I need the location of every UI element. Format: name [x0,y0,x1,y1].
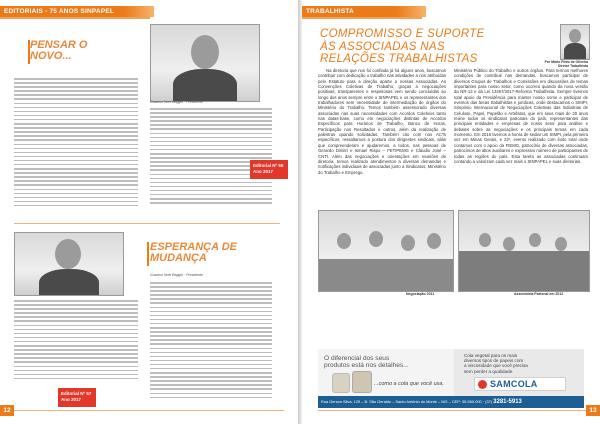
samcola-advertisement [318,349,584,409]
article2-edition-tag [58,388,96,407]
left-page [0,0,298,424]
article1-text-col1 [14,78,138,209]
article1-text-col2 [150,108,272,206]
ad-right-copy [464,353,528,374]
right-bottom-rule [318,410,586,411]
article2-edition-line2: Ano 2017 [61,396,82,402]
article1-title-line1: PENSAR O [30,39,88,51]
left-page-number: 12 [0,405,14,416]
ad-tagline: ...como a cola que você usa. [374,381,445,387]
left-header-bar [0,6,154,17]
article-column-1: Na diretoria que nos foi confiada já há alguns anos, buscamos contribuir com dedicação o trabalho nas atividades a nós atribuídas pelo Estatuto para a direção aparte a nossas Associadas. As Convenções Coletivas de Trabalho, graças a negociações positivas, transparentes e respeitosas vem sendo concluídas ao longo dos anos sempre entre o SINPAPEL e os representantes dos trabalhadores sem necessidade de intermediação de órgãos do Ministério do Trabalho. Temos também assessorado diversas associadas nas suas necessidades com Acordos Coletivos tanto nas datas-base, como em negociações distintas de Acordos Específicos para Horários de Trabalho, Banco de Horas, Participação nos Resultados e outros, além da realização de palestras quando solicitadas. Também cito com nos ACTs específicos, ressaltamos a postura dos dirigentes sindicais, aliás que compreenderam e ajudaremos, a todos, nas pessoas de Gerardo Dimitri e Ismael Rispo – FETIPEMG e Cláudio José – CNTI. Além das negociações e orientações em reuniões de diretoria, temos realizado atendimentos a diversas demandas e notificações individuais de associadas junto a Sindicatos, Ministério do Trabalho e Emprego, [318,68,446,175]
article2-edition-line1: Editorial Nº 57 [61,391,92,396]
right-title-line1: COMPROMISSO E SUPORTE [320,28,485,40]
samcola-brand: SAMCOLA [490,379,538,389]
ad-headline-line2: produtos está nos detalhes... [324,362,409,370]
ad-left-panel [318,349,455,396]
article2-title-line2: MUDANÇA [150,252,207,264]
article-column-2: Ministério Público do Trabalho e outros órgãos. Para termos melhores condições de contribuir nas demandas, buscamos participar de diversos Grupos de Trabalhos e Comissões em discussões de temas importantes para nosso setor, como ocorreu quando da nova versão da NR-12 e da Lei 13467/2017-Reforma Trabalhista. Sempre tivemos total apoio da Presidência para manter nosso nome e participar de eventos das áreas trabalhistas e jurídicas, onde destacamos o SIMPI, Simpósio Internacional de Negociações Coletivas das Indústrias de Celulose, Papel, Papelão e Artefatos, que em seus mais de 20 anos reúne todos os sindicatos patronais do país, representantes das principais entidades e empresas de nosso setor para análise e debates sobre as negociações e os principais temas em cada momento. Em 2016 tivemos a honra de sediar um SIMPI, pela primeira vez em Minas Gerais, e 22º, evento realizado com êxito total onde contamos com o apoio da FIEMG, patrocínio de diversas associadas, patrocínios de altos auxiliares e expressivo número de participantes de todas as regiões do país. Esta tarefa as associadas continuam contando a valorizam cada vez mais o SINPAPEL e suas diretorias. [454,68,588,164]
author-role: Diretor Trabalhista [558,64,588,69]
assembly-photo [458,210,590,292]
right-page-number: 13 [586,405,600,416]
author-photo [560,24,590,60]
article2-photo [14,232,124,296]
article1-title-line2: NOVO... [30,50,72,62]
negotiation-photo-caption: Negociação 2011 [406,292,435,296]
right-header-bar [302,6,426,17]
ad-jar-icon [332,373,350,393]
right-title-line2: ÀS ASSOCIADAS NAS [320,40,445,53]
ad-right-line4: sem perder a qualidade. [464,368,514,374]
ad-right-panel [454,349,584,396]
left-bottom-rule [14,410,284,411]
ad-jar-icon [352,371,372,393]
ad-footer-address: Rua Gerson Silva, 129 – B. São Geraldo – Santo Antônio do Monte – MG – CEP: 35.560-000 · (37) [321,399,493,404]
article2-text-col2 [150,282,272,401]
right-article-title [320,28,485,66]
negotiation-photo [318,210,454,292]
article1-edition-line2: Ano 2017 [253,168,274,174]
assembly-photo-caption: Assembleia Patronal em 2012 [514,292,564,296]
left-header-label: EDITORIAIS - 75 ANOS SINPAPEL [4,8,115,15]
ad-footer [318,396,584,408]
left-header-shadow [0,17,150,19]
ad-right-line3: a viscosidade que você precisa [464,363,528,369]
article1-edition-tag [250,160,288,179]
right-header-shadow [302,17,422,19]
article1-title [30,40,87,62]
article2-text-col1 [14,300,138,382]
article1-photo-caption: Gustavo Noel Baggio · Presidente [150,100,203,104]
author-name: Por Mário Pinto de Oliveira [544,60,588,64]
right-header-label: TRABALHISTA [306,8,354,15]
samcola-logo [474,377,566,391]
ad-right-line2: diversos tipos de papeis com [464,358,524,364]
article2-photo-caption: Gustavo Noel Baggio · Presidente [150,273,203,277]
article2-title [150,242,237,264]
article1-photo [150,24,260,102]
ad-footer-phone: 3281-5913 [493,399,522,405]
ad-headline-line1: O diferencial dos seus [324,355,390,362]
article2-title-line1: ESPERANÇA DE [150,241,237,253]
ad-right-line1: Cola vegetal para os mais [464,353,518,358]
ad-headline [324,355,409,370]
article1-edition-line1: Editorial Nº 55 [253,163,284,168]
right-title-line3: RELAÇÕES TRABALHISTAS [320,53,478,65]
samcola-logo-mark [478,380,487,389]
